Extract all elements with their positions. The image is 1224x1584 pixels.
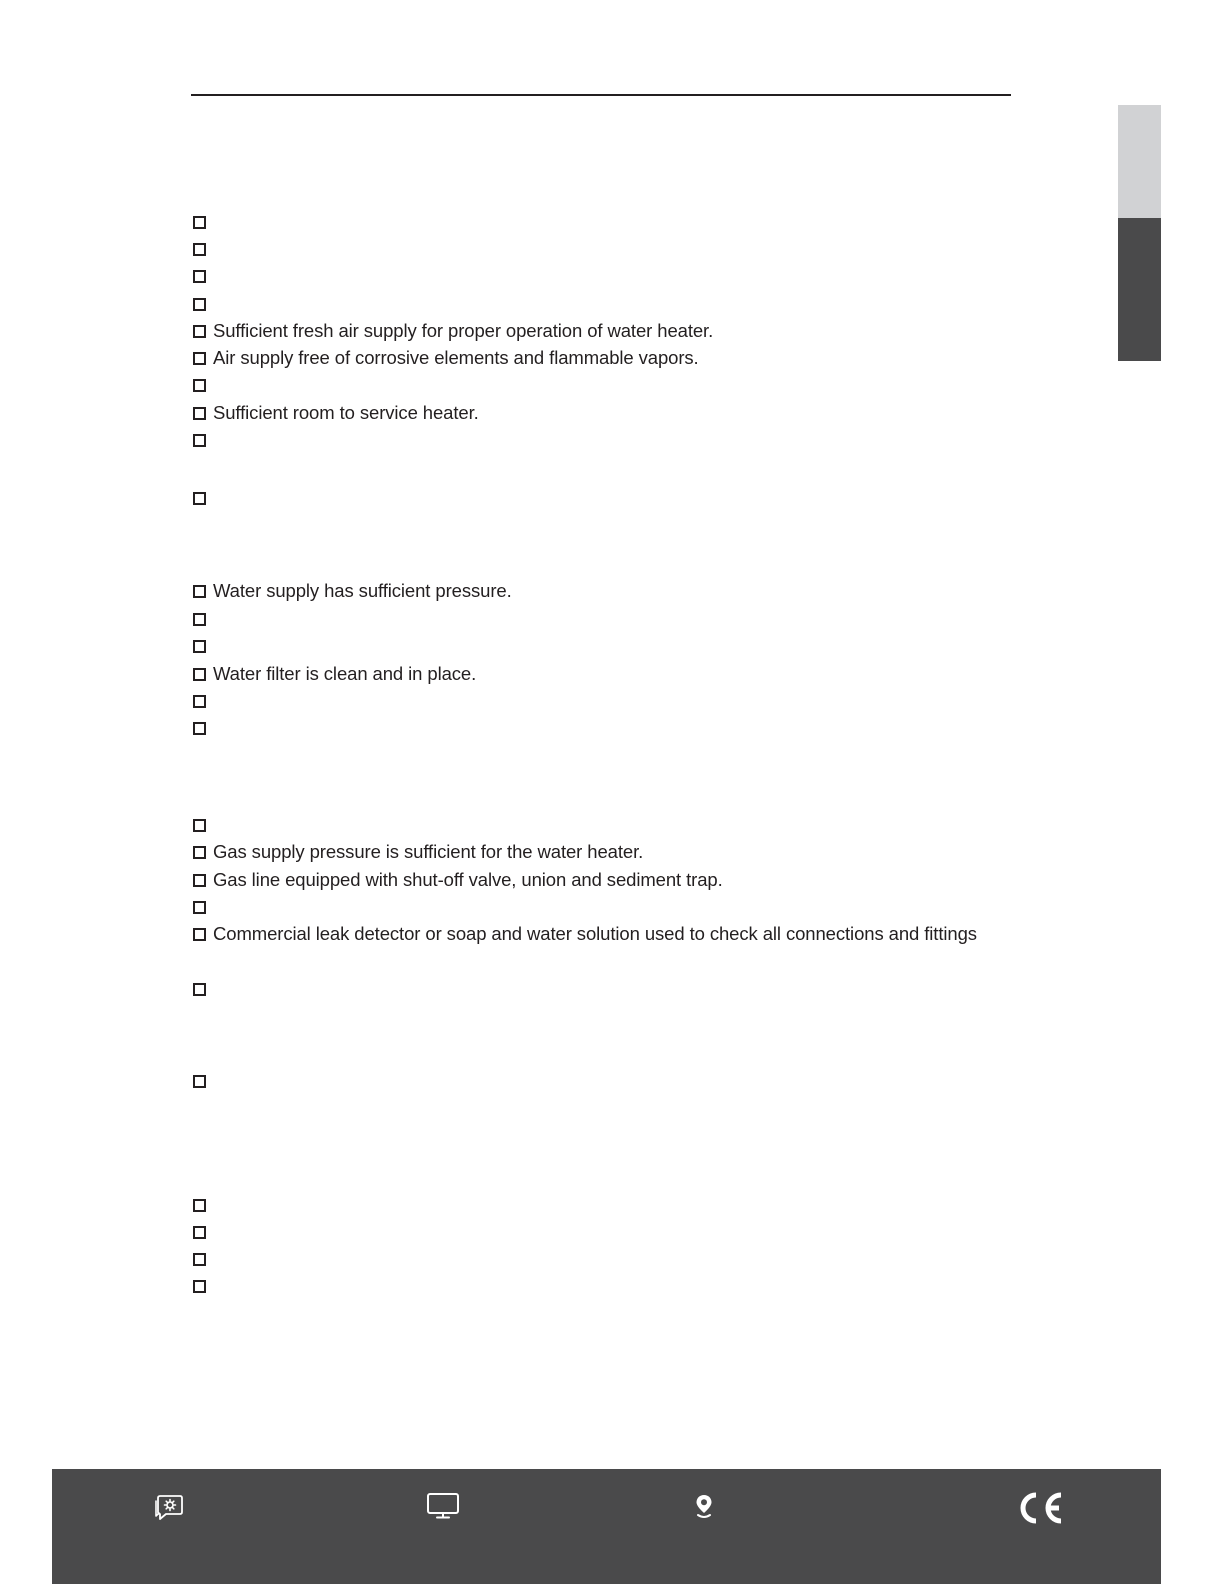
checklist-item xyxy=(193,608,213,630)
location-pin-icon xyxy=(692,1492,716,1520)
checklist-item xyxy=(193,869,723,891)
checklist-item xyxy=(193,429,213,451)
checklist-item xyxy=(193,320,713,342)
checklist-item-label: Sufficient room to service heater. xyxy=(213,402,479,423)
footer-bar xyxy=(52,1469,1161,1584)
checklist-item xyxy=(193,717,213,739)
checklist-item xyxy=(193,1070,213,1092)
checkbox[interactable] xyxy=(193,640,206,653)
checklist-item xyxy=(193,374,213,396)
checkbox[interactable] xyxy=(193,983,206,996)
checkbox[interactable] xyxy=(193,407,206,420)
checklist-item xyxy=(193,896,213,918)
checklist-item xyxy=(193,978,213,1000)
checkbox[interactable] xyxy=(193,928,206,941)
checkbox[interactable] xyxy=(193,668,206,681)
checklist-item-label: Gas line equipped with shut-off valve, union and sediment trap. xyxy=(213,869,723,890)
side-tab-light xyxy=(1118,105,1161,218)
header-rule xyxy=(191,94,1011,96)
checkbox[interactable] xyxy=(193,695,206,708)
checkbox[interactable] xyxy=(193,379,206,392)
checkbox[interactable] xyxy=(193,434,206,447)
checklist-item xyxy=(193,923,977,945)
checkbox[interactable] xyxy=(193,874,206,887)
checkbox[interactable] xyxy=(193,819,206,832)
checkbox[interactable] xyxy=(193,722,206,735)
checkbox[interactable] xyxy=(193,352,206,365)
checklist-item xyxy=(193,841,643,863)
checkbox[interactable] xyxy=(193,1075,206,1088)
checklist-item-label: Air supply free of corrosive elements and flammable vapors. xyxy=(213,347,699,368)
checkbox[interactable] xyxy=(193,492,206,505)
support-chat-icon xyxy=(154,1492,184,1522)
checklist-item xyxy=(193,487,213,509)
monitor-icon xyxy=(425,1491,461,1521)
checklist-item xyxy=(193,1275,213,1297)
checkbox[interactable] xyxy=(193,270,206,283)
checklist-item xyxy=(193,211,213,233)
checkbox[interactable] xyxy=(193,216,206,229)
checkbox[interactable] xyxy=(193,901,206,914)
checklist-item-label: Sufficient fresh air supply for proper operation of water heater. xyxy=(213,320,714,341)
checkbox[interactable] xyxy=(193,243,206,256)
checklist-item xyxy=(193,663,476,685)
checkbox[interactable] xyxy=(193,1226,206,1239)
checklist-item xyxy=(193,402,479,424)
checklist-item xyxy=(193,690,213,712)
checklist-item-label: Water supply has sufficient pressure. xyxy=(213,580,512,601)
checkbox[interactable] xyxy=(193,325,206,338)
checkbox[interactable] xyxy=(193,1280,206,1293)
checklist-item xyxy=(193,1248,213,1270)
side-tab-dark xyxy=(1118,218,1161,361)
checklist-item-label: Commercial leak detector or soap and water solution used to check all connections and fittings xyxy=(213,923,977,944)
checkbox[interactable] xyxy=(193,613,206,626)
ce-mark-icon xyxy=(1015,1489,1065,1527)
checklist-item xyxy=(193,635,213,657)
checklist-item xyxy=(193,293,213,315)
checklist-item xyxy=(193,265,213,287)
checklist-item xyxy=(193,1194,213,1216)
checklist-item xyxy=(193,1221,213,1243)
checklist-item-label: Gas supply pressure is sufficient for the water heater. xyxy=(213,841,644,862)
checkbox[interactable] xyxy=(193,298,206,311)
checklist-item xyxy=(193,238,213,260)
checkbox[interactable] xyxy=(193,585,206,598)
checklist-item xyxy=(193,347,699,369)
checkbox[interactable] xyxy=(193,1253,206,1266)
checkbox[interactable] xyxy=(193,846,206,859)
checkbox[interactable] xyxy=(193,1199,206,1212)
checklist-item xyxy=(193,580,512,602)
checklist-item-label: Water filter is clean and in place. xyxy=(213,663,477,684)
checklist-item xyxy=(193,814,213,836)
